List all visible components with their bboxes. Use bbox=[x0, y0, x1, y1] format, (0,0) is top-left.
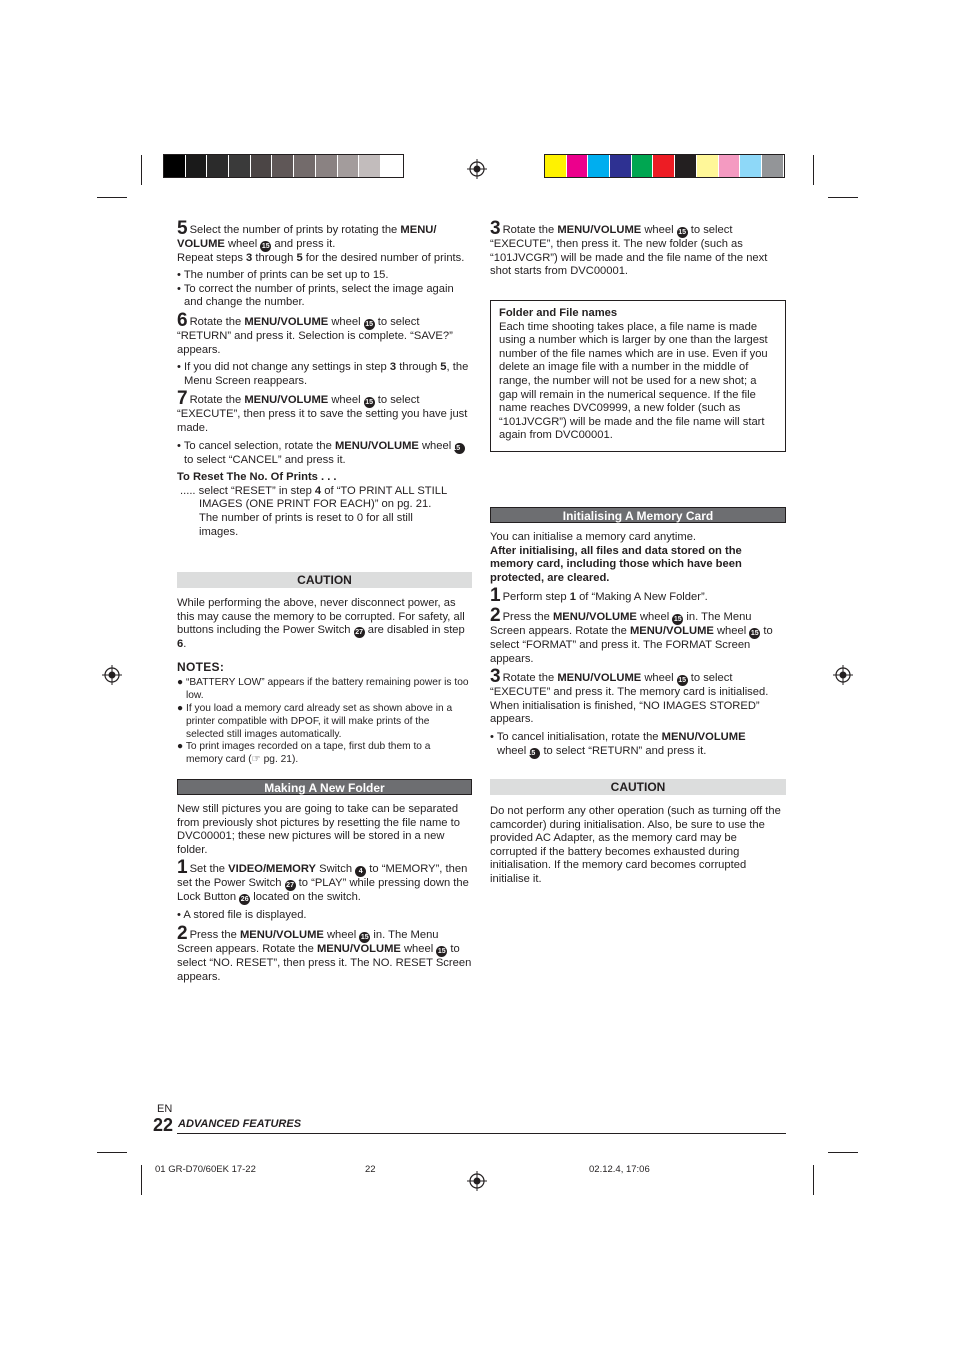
init-warning: After initialising, all files and data stored on the memory card, including those which have been protected, are cleared. bbox=[490, 544, 742, 584]
footer-rule bbox=[177, 1133, 786, 1134]
init-intro: You can initialise a memory card anytime. bbox=[490, 531, 697, 543]
crop-mark bbox=[97, 1152, 127, 1153]
reset-line: ..... select “RESET” in step 4 of “TO PRINT ALL STILL bbox=[180, 484, 448, 497]
color-swatch bbox=[762, 155, 784, 177]
color-swatch bbox=[251, 155, 273, 177]
color-swatch bbox=[272, 155, 294, 177]
folder-step-2: 2 Press the MENU/VOLUME wheel 15 in. The Menu Screen appears. Rotate the MENU/VOLUME wheel 15 to select “NO. RESET”, then press it. The NO. RESET Screen appears. bbox=[177, 922, 472, 983]
bullet-item: • To correct the number of prints, select the image again and change the number. bbox=[177, 282, 454, 309]
color-swatch bbox=[294, 155, 316, 177]
registration-mark-icon bbox=[467, 1171, 487, 1191]
crop-mark bbox=[97, 197, 127, 198]
folder-step-3: 3 Rotate the MENU/VOLUME wheel 15 to select “EXECUTE”, then press it. The new folder (such as “101JVCGR”) will be made and the file name of the next shot starts from DVC00001. bbox=[490, 218, 768, 278]
power-switch-callout-icon: 27 bbox=[355, 629, 364, 637]
color-swatch bbox=[316, 155, 338, 177]
bullet-item: • The number of prints can be set up to 15. bbox=[177, 269, 389, 282]
note-item: ● To print images recorded on a tape, first dub them to a memory card (☞ pg. 21). bbox=[177, 741, 431, 766]
color-swatch bbox=[697, 155, 719, 177]
switch-callout-icon: 4 bbox=[355, 866, 366, 877]
wheel-callout-icon: 15 bbox=[261, 242, 270, 250]
wheel-callout-icon: 15 bbox=[365, 399, 374, 407]
reset-line: The number of prints is reset to 0 for all still bbox=[199, 511, 413, 524]
color-swatch bbox=[740, 155, 762, 177]
color-swatch bbox=[186, 155, 208, 177]
color-swatch bbox=[632, 155, 654, 177]
wheel-callout-icon: 15 bbox=[529, 748, 540, 759]
color-swatch bbox=[338, 155, 360, 177]
power-switch-callout-icon: 27 bbox=[286, 882, 294, 890]
wheel-callout-icon: 15 bbox=[365, 320, 374, 328]
crop-mark bbox=[813, 1165, 814, 1195]
lock-button-callout-icon: 26 bbox=[240, 896, 249, 904]
repeat-note: Repeat steps 3 through 5 for the desired number of prints. bbox=[177, 251, 465, 264]
note-item: ● If you load a memory card already set as shown above in a printer compatible with DPOF, it will make prints of the selected still images automatically. bbox=[177, 702, 453, 740]
color-swatch bbox=[545, 155, 567, 177]
wheel-callout-icon: 15 bbox=[678, 677, 687, 685]
color-swatch bbox=[610, 155, 632, 177]
bullet-item: • To cancel initialisation, rotate the MENU/VOLUME wheel 15 to select “RETURN” and press it. bbox=[490, 730, 746, 757]
crop-mark bbox=[813, 155, 814, 185]
folder-file-names-box bbox=[490, 300, 786, 452]
caution-text: Do not perform any other operation (such as turning off the camcorder) during initialisation. Also, be sure to use the provided AC Adapter, as the memory card may be corrupted if the battery becomes exhausted during initialisation. If the memory card becomes corrupted initialise it. bbox=[490, 805, 781, 885]
color-swatch bbox=[207, 155, 229, 177]
bullet-item: • To cancel selection, rotate the MENU/VOLUME wheel 15 to select “CANCEL” and press it. bbox=[177, 440, 473, 468]
initialising-body bbox=[490, 531, 786, 759]
reset-line: images. bbox=[199, 525, 239, 538]
wheel-callout-icon: 15 bbox=[678, 229, 687, 236]
color-swatch bbox=[164, 155, 186, 177]
step-6: 6 Rotate the MENU/VOLUME wheel 15 to select “RETURN” and press it. Selection is complete. “SAVE?” appears. bbox=[177, 309, 453, 356]
box-title: Folder and File names bbox=[499, 307, 618, 319]
registration-mark-icon bbox=[102, 665, 122, 685]
section-header-initialising: Initialising A Memory Card bbox=[490, 507, 786, 523]
color-swatch bbox=[719, 155, 741, 177]
registration-mark-icon bbox=[833, 665, 853, 685]
slug-date: 02.12.4, 17:06 bbox=[589, 1164, 650, 1175]
crop-mark bbox=[828, 197, 858, 198]
color-swatch bbox=[567, 155, 589, 177]
caution-header: CAUTION bbox=[490, 779, 786, 795]
page-number: 22 bbox=[153, 1115, 174, 1135]
reset-line: IMAGES (ONE PRINT FOR EACH)” on pg. 21. bbox=[199, 498, 432, 511]
wheel-callout-icon: 15 bbox=[454, 443, 465, 454]
caution-text: While performing the above, never disconnect power, as this may cause the memory to be corrupted. For safety, all buttons including the Power Switch 27 are disabled in step 6. bbox=[177, 597, 465, 651]
step-5: 5 Select the number of prints by rotating the MENU/ VOLUME wheel 15 and press it. bbox=[177, 218, 437, 250]
init-step-2: 2 Press the MENU/VOLUME wheel 15 in. The Menu Screen appears. Rotate the MENU/VOLUME wheel 15 to select “FORMAT” and press it. The FORMAT Screen appears. bbox=[490, 604, 773, 665]
registration-mark-icon bbox=[467, 159, 487, 179]
wheel-callout-icon: 15 bbox=[673, 615, 682, 623]
right-caution-body bbox=[490, 805, 786, 887]
slug-page: 22 bbox=[365, 1164, 376, 1175]
bullet-item: • A stored file is displayed. bbox=[177, 909, 307, 922]
wheel-callout-icon: 15 bbox=[437, 947, 446, 955]
slug-file: 01 GR-D70/60EK 17-22 bbox=[155, 1164, 256, 1175]
note-item: ● “BATTERY LOW” appears if the battery remaining power is too low. bbox=[177, 677, 469, 702]
reference-icon: ☞ bbox=[251, 754, 261, 766]
box-text: Each time shooting takes place, a file name is made using a number which is larger by one than the largest number of the file names which are in use. Even if you delete an image file with a number in the middle of range, the number will not be used for a new shot; a gap will remain in the numerical sequence. If the file name reaches DVC09999, a new folder (such as “101JVCGR”) will be made and the file name will start again from DVC00001. bbox=[499, 320, 768, 442]
wheel-callout-icon: 15 bbox=[360, 933, 369, 941]
step-7: 7 Rotate the MENU/VOLUME wheel 15 to select “EXECUTE”, then press it to save the setting you have just made. bbox=[177, 388, 468, 434]
crop-mark bbox=[828, 1152, 858, 1153]
process-color-bar bbox=[544, 154, 785, 178]
folder-step-1: 1 Set the VIDEO/MEMORY Switch 4 to “MEMORY”, then set the Power Switch 27 to “PLAY” while pressing down the Lock Button 26 located on the switch. bbox=[177, 857, 469, 904]
section-header-new-folder: Making A New Folder bbox=[177, 779, 472, 795]
init-step-3: 3 Rotate the MENU/VOLUME wheel 15 to select “EXECUTE” and press it. The memory card is initialised. When initialisation is finished, “NO IMAGES STORED” appears. bbox=[490, 666, 769, 726]
section-label: ADVANCED FEATURES bbox=[178, 1118, 302, 1130]
color-swatch bbox=[653, 155, 675, 177]
bullet-item: • If you did not change any settings in step 3 through 5, the Menu Screen reappears. bbox=[177, 361, 469, 387]
init-step-1: 1 Perform step 1 of “Making A New Folder”. bbox=[490, 585, 708, 607]
color-swatch bbox=[588, 155, 610, 177]
left-caution-body bbox=[177, 597, 469, 767]
crop-mark bbox=[141, 155, 142, 185]
crop-mark bbox=[141, 1165, 142, 1195]
color-swatch bbox=[381, 155, 403, 177]
color-swatch bbox=[359, 155, 381, 177]
right-column bbox=[490, 218, 786, 279]
wheel-callout-icon: 15 bbox=[750, 629, 759, 637]
new-folder-body bbox=[177, 803, 473, 984]
color-swatch bbox=[229, 155, 251, 177]
left-column bbox=[177, 218, 473, 539]
folder-intro: New still pictures you are going to take can be separated from previously shot pictures by resetting the file name to DVC00001; these new pictures will be stored in a new folder. bbox=[177, 803, 460, 856]
caution-header: CAUTION bbox=[177, 572, 472, 588]
reset-title: To Reset The No. Of Prints . . . bbox=[177, 471, 337, 484]
notes-title: NOTES: bbox=[177, 659, 225, 674]
language-label: EN bbox=[157, 1103, 173, 1115]
grayscale-color-bar bbox=[163, 154, 404, 178]
color-swatch bbox=[675, 155, 697, 177]
